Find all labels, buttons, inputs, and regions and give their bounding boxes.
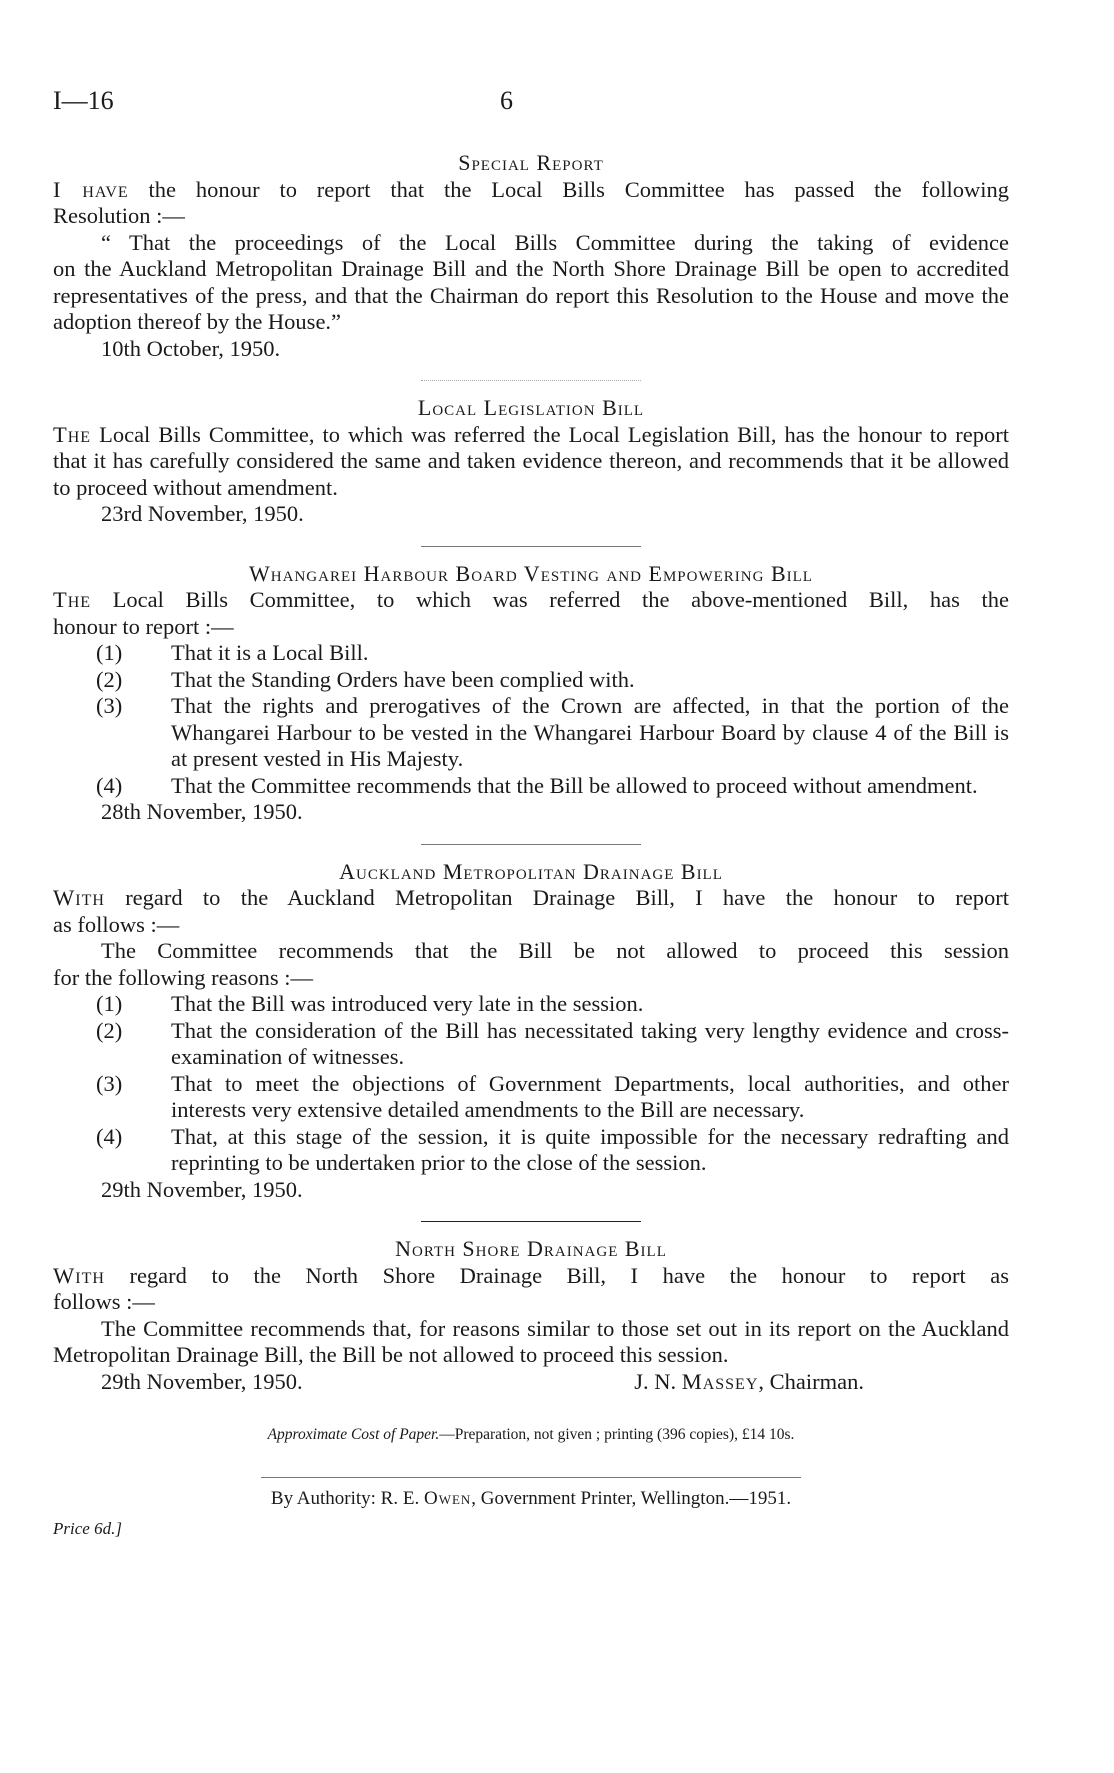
paper-reference: I—16 (53, 86, 114, 115)
resolution-first-line: “ That the proceedings of the Local Bills Committee during the taking of evidence (101, 229, 1009, 255)
north-shore-intro (53, 1263, 1009, 1290)
list-item (53, 640, 1009, 667)
intro-end: honour to report :— (53, 613, 234, 639)
item-text: That the Bill was introduced very late in the session. (171, 991, 644, 1016)
item-number: (1) (96, 991, 123, 1016)
item-number: (2) (96, 666, 123, 692)
recommendation-first-line: The Committee recommends that the Bill be not allowed to proceed this session (101, 938, 1009, 963)
lead-word: The (53, 421, 92, 447)
authority-prefix: By Authority: R. E. (270, 1488, 424, 1509)
item-text: That, at this stage of the session, it is quite impossible for the necessary redrafting and reprinting to be undertaken prior to the close of the session. (171, 1123, 1009, 1175)
special-report-para (53, 177, 1009, 204)
resolution-text: on the Auckland Metropolitan Drainage Bill and the North Shore Drainage Bill be open to accredited representatives of the press, and that the Chairman do report this Resolution to the House and move the adoption thereof by the House.” (53, 256, 1009, 334)
local-legislation-section (53, 395, 1009, 528)
list-item (53, 667, 1009, 694)
item-number: (3) (96, 693, 123, 718)
recommendation-end: for the following reasons :— (53, 964, 313, 990)
whangarei-intro (53, 587, 1009, 614)
special-report-title: Special Report (458, 150, 604, 175)
north-shore-recommendation: The Committee recommends that, for reasons similar to those set out in its report on the Auckland Metropolitan Drainage Bill, the Bill be not allowed to proceed this session. (53, 1315, 1009, 1367)
price: Price 6d.] (53, 1519, 122, 1538)
para-text: regard to the Auckland Metropolitan Drainage Bill, I have the honour to report (104, 885, 1009, 910)
cost-label: Approximate Cost of Paper. (267, 1426, 440, 1443)
auckland-reasons (53, 991, 1009, 1177)
page-number: 6 (500, 86, 513, 115)
item-text: That the Standing Orders have been complied with. (171, 666, 635, 692)
report-date: 10th October, 1950. (101, 335, 281, 361)
lead-word: The (53, 587, 92, 612)
document-body (53, 150, 1009, 1543)
item-number: (4) (96, 1123, 123, 1149)
page-header (53, 86, 1061, 120)
item-number: (2) (96, 1017, 123, 1043)
north-shore-section (53, 1236, 1009, 1395)
whangarei-findings (53, 640, 1009, 799)
para-text: the honour to report that the Local Bills Committee has passed the following (128, 176, 1009, 202)
signatory-surname: Massey (681, 1368, 759, 1394)
local-legislation-body (53, 422, 1009, 502)
local-legislation-title: Local Legislation Bill (417, 395, 645, 420)
item-number: (4) (96, 772, 123, 798)
intro-end: as follows :— (53, 911, 180, 937)
printer-name: Owen (423, 1488, 472, 1509)
auckland-title: Auckland Metropolitan Drainage Bill (339, 858, 723, 884)
para-text-end: Resolution :— (53, 203, 185, 228)
auckland-intro (53, 885, 1009, 912)
report-date: 23rd November, 1950. (101, 501, 304, 526)
north-shore-title: North Shore Drainage Bill (395, 1236, 667, 1261)
item-text: That the rights and prerogatives of the Crown are affected, in that the portion of the Whangarei Harbour to be vested in the Whangarei Harbour Board by clause 4 of the Bill is at present vested in His Majesty. (171, 693, 1009, 771)
report-date: 29th November, 1950. (101, 1368, 303, 1394)
lead-word: With (53, 1262, 105, 1288)
signatory-role: , Chairman. (758, 1368, 864, 1394)
whangarei-section (53, 561, 1009, 826)
whangarei-title: Whangarei Harbour Board Vesting and Empowering Bill (249, 560, 813, 586)
chairman-signature (634, 1369, 1009, 1396)
special-report-section (53, 150, 1009, 362)
lead-word: I have (53, 176, 129, 202)
item-number: (1) (96, 640, 123, 665)
report-date: 29th November, 1950. (101, 1176, 303, 1202)
list-item (53, 1124, 1009, 1177)
list-item (53, 991, 1009, 1018)
para-text: regard to the North Shore Drainage Bill, I have the honour to report as (104, 1262, 1009, 1288)
para-text: Local Bills Committee, to which was referred the Local Legislation Bill, has the honour to report that it has carefully considered the same and taken evidence thereon, and recommends that it be allowed to proceed without amendment. (53, 421, 1009, 500)
list-item (53, 693, 1009, 773)
list-item (53, 773, 1009, 800)
list-item (53, 1018, 1009, 1071)
item-text: That the Committee recommends that the Bill be allowed to proceed without amendment. (171, 772, 978, 798)
item-text: That to meet the objections of Government Departments, local authorities, and other interests very extensive detailed amendments to the Bill are necessary. (171, 1070, 1009, 1122)
para-text: Local Bills Committee, to which was referred the above-mentioned Bill, has the (91, 587, 1009, 612)
lead-word: With (53, 885, 105, 910)
list-item (53, 1071, 1009, 1124)
printer-line (53, 1488, 1009, 1510)
item-text: That the consideration of the Bill has necessitated taking very lengthy evidence and cross-examination of witnesses. (171, 1017, 1009, 1069)
item-text: That it is a Local Bill. (171, 640, 369, 665)
cost-text: —Preparation, not given ; printing (396 copies), £14 10s. (439, 1426, 795, 1443)
cost-of-paper (53, 1425, 1009, 1445)
auckland-section (53, 859, 1009, 1204)
signature-line (53, 1369, 1009, 1396)
intro-end: follows :— (53, 1289, 155, 1314)
report-date: 28th November, 1950. (101, 799, 303, 824)
signatory-initials: J. N. (634, 1368, 682, 1394)
item-number: (3) (96, 1070, 123, 1096)
authority-suffix: , Government Printer, Wellington.—1951. (471, 1488, 792, 1509)
